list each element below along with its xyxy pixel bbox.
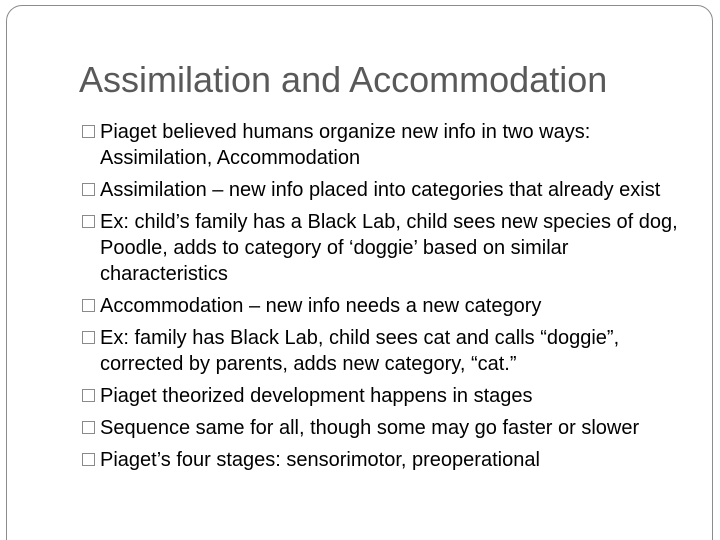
checkbox-bullet-icon xyxy=(82,389,95,402)
bullet-item xyxy=(82,447,682,473)
bullet-text: Ex: family has Black Lab, child sees cat and calls “doggie”, corrected by parents, adds new category, “cat.” xyxy=(100,327,620,375)
bullet-item xyxy=(82,383,682,409)
bullet-item xyxy=(82,119,682,171)
checkbox-bullet-icon xyxy=(82,331,95,344)
bullet-text: Piaget’s four stages: sensorimotor, preoperational xyxy=(100,449,540,471)
checkbox-bullet-icon xyxy=(82,299,95,312)
bullet-item xyxy=(82,325,682,377)
checkbox-bullet-icon xyxy=(82,183,95,196)
checkbox-bullet-icon xyxy=(82,125,95,138)
bullet-list xyxy=(82,119,682,479)
bullet-text: Piaget believed humans organize new info in two ways: Assimilation, Accommodation xyxy=(100,121,591,169)
bullet-text: Accommodation – new info needs a new category xyxy=(100,295,542,317)
bullet-item xyxy=(82,293,682,319)
bullet-text: Assimilation – new info placed into categories that already exist xyxy=(100,179,661,201)
checkbox-bullet-icon xyxy=(82,215,95,228)
bullet-text: Sequence same for all, though some may go faster or slower xyxy=(100,417,640,439)
bullet-item xyxy=(82,177,682,203)
bullet-item xyxy=(82,415,682,441)
bullet-text: Ex: child’s family has a Black Lab, child sees new species of dog, Poodle, adds to category of ‘doggie’ based on similar characteristics xyxy=(100,211,678,285)
bullet-item xyxy=(82,209,682,287)
bullet-text: Piaget theorized development happens in stages xyxy=(100,385,533,407)
slide-title: Assimilation and Accommodation xyxy=(79,59,608,100)
checkbox-bullet-icon xyxy=(82,421,95,434)
checkbox-bullet-icon xyxy=(82,453,95,466)
